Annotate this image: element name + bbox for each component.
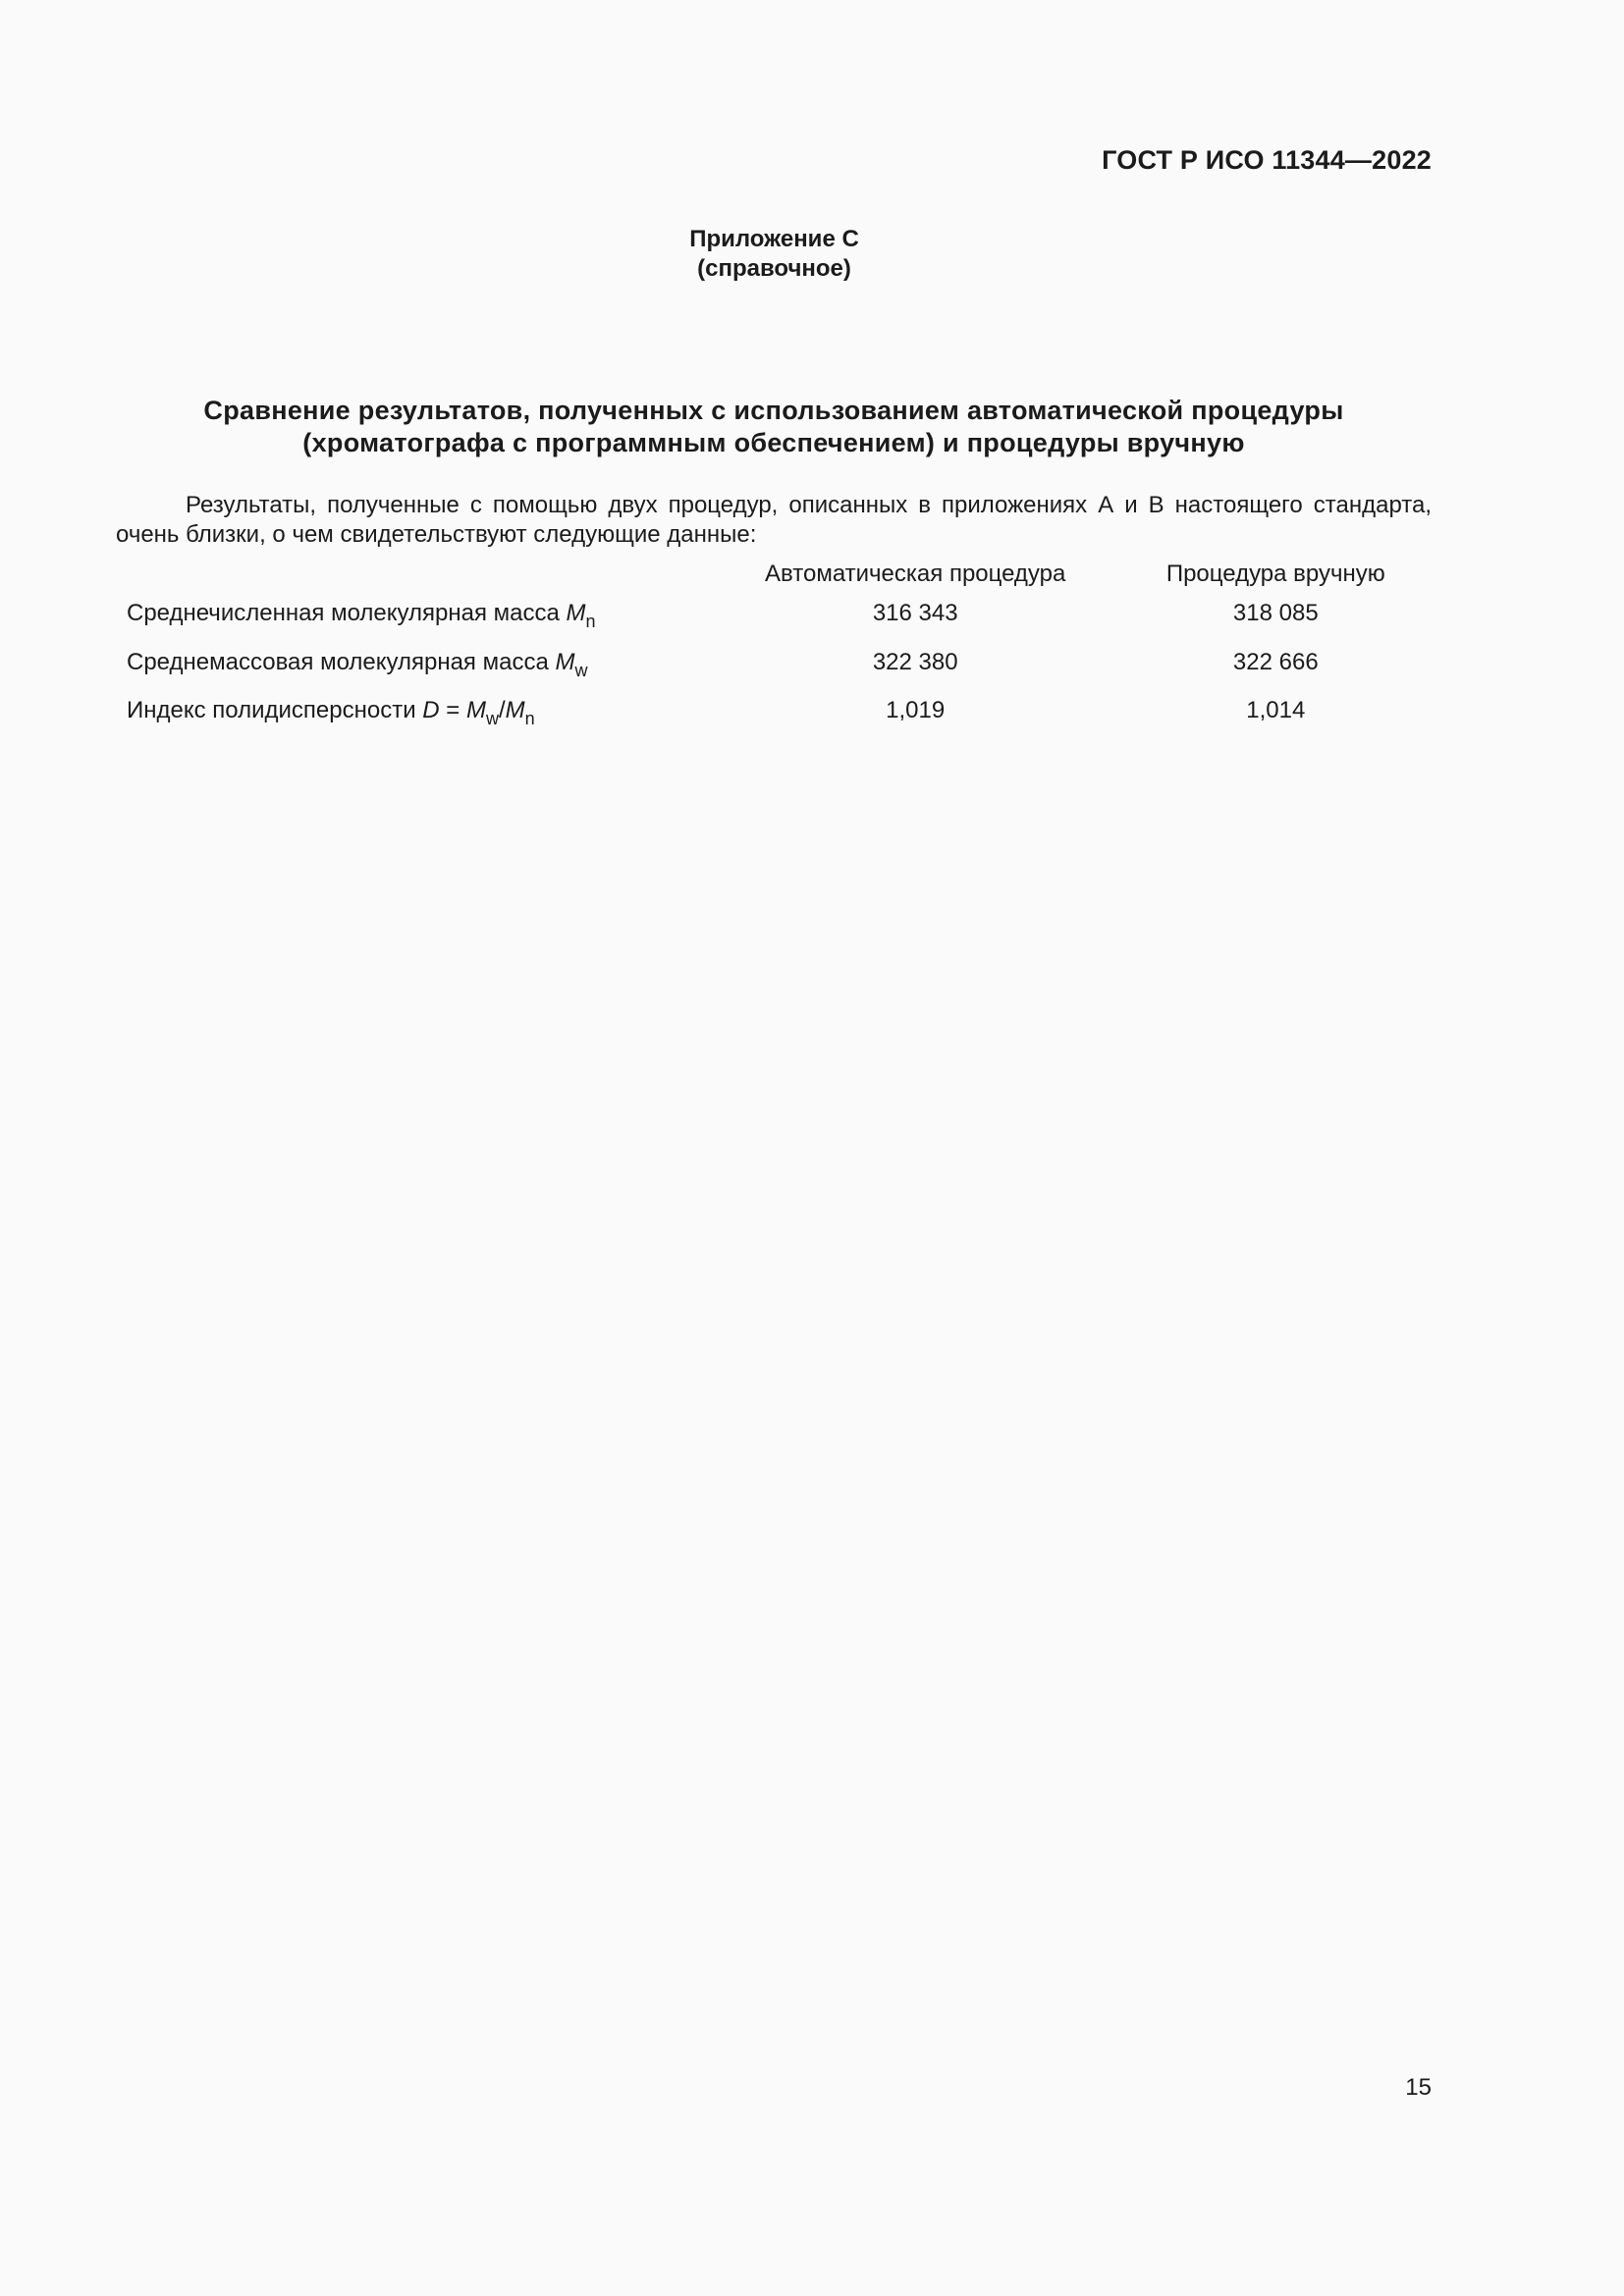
section-title <box>116 395 1432 459</box>
section-title-line: (хроматографа с программным обеспечением) и процедуры вручную <box>302 428 1245 457</box>
auto-value: 1,019 <box>886 697 946 723</box>
symbol-subscript: n <box>585 612 596 631</box>
auto-value: 322 380 <box>872 648 958 675</box>
formula-numerator-subscript: w <box>486 709 499 728</box>
formula-denominator-subscript: n <box>524 709 535 728</box>
column-header-auto: Автоматическая процедура <box>765 561 1066 587</box>
appendix-status: (справочное) <box>697 255 851 282</box>
column-header-manual: Процедура вручную <box>1165 561 1385 587</box>
manual-value: 1,014 <box>1246 697 1306 723</box>
symbol-subscript: w <box>574 660 588 680</box>
formula-d: D <box>422 697 440 723</box>
row-label <box>116 649 711 698</box>
row-label <box>116 697 711 746</box>
results-table <box>116 561 1432 746</box>
column-header-parameter <box>116 561 711 600</box>
table-header-row <box>116 561 1432 600</box>
page-number: 15 <box>1405 2074 1432 2101</box>
formula-denominator: M <box>505 697 525 723</box>
manual-value: 322 666 <box>1232 648 1319 675</box>
document-code: ГОСТ Р ИСО 11344—2022 <box>1102 145 1432 175</box>
formula-numerator: M <box>466 697 486 723</box>
intro-paragraph: Результаты, полученные с помощью двух процедур, описанных в приложениях А и В настоящего стандарта, очень близки, о чем свидетельствуют следующие данные: <box>116 492 1432 548</box>
row-label <box>116 600 711 649</box>
manual-value: 318 085 <box>1232 600 1319 626</box>
appendix-label: Приложение С <box>689 226 859 252</box>
table-row <box>116 697 1432 746</box>
table-row <box>116 649 1432 698</box>
row-label-text: Среднечисленная молекулярная масса <box>127 600 567 626</box>
symbol: M <box>566 600 586 626</box>
row-label-text: Среднемассовая молекулярная масса <box>127 648 556 675</box>
section-title-line: Сравнение результатов, полученных с использованием автоматической процедуры <box>203 396 1344 425</box>
table-row <box>116 600 1432 649</box>
symbol: M <box>555 648 575 675</box>
formula-slash: / <box>499 697 506 723</box>
appendix-heading <box>0 225 1548 284</box>
formula-equals: = <box>439 697 466 723</box>
row-label-text: Индекс полидисперсности <box>127 697 423 723</box>
auto-value: 316 343 <box>872 600 958 626</box>
